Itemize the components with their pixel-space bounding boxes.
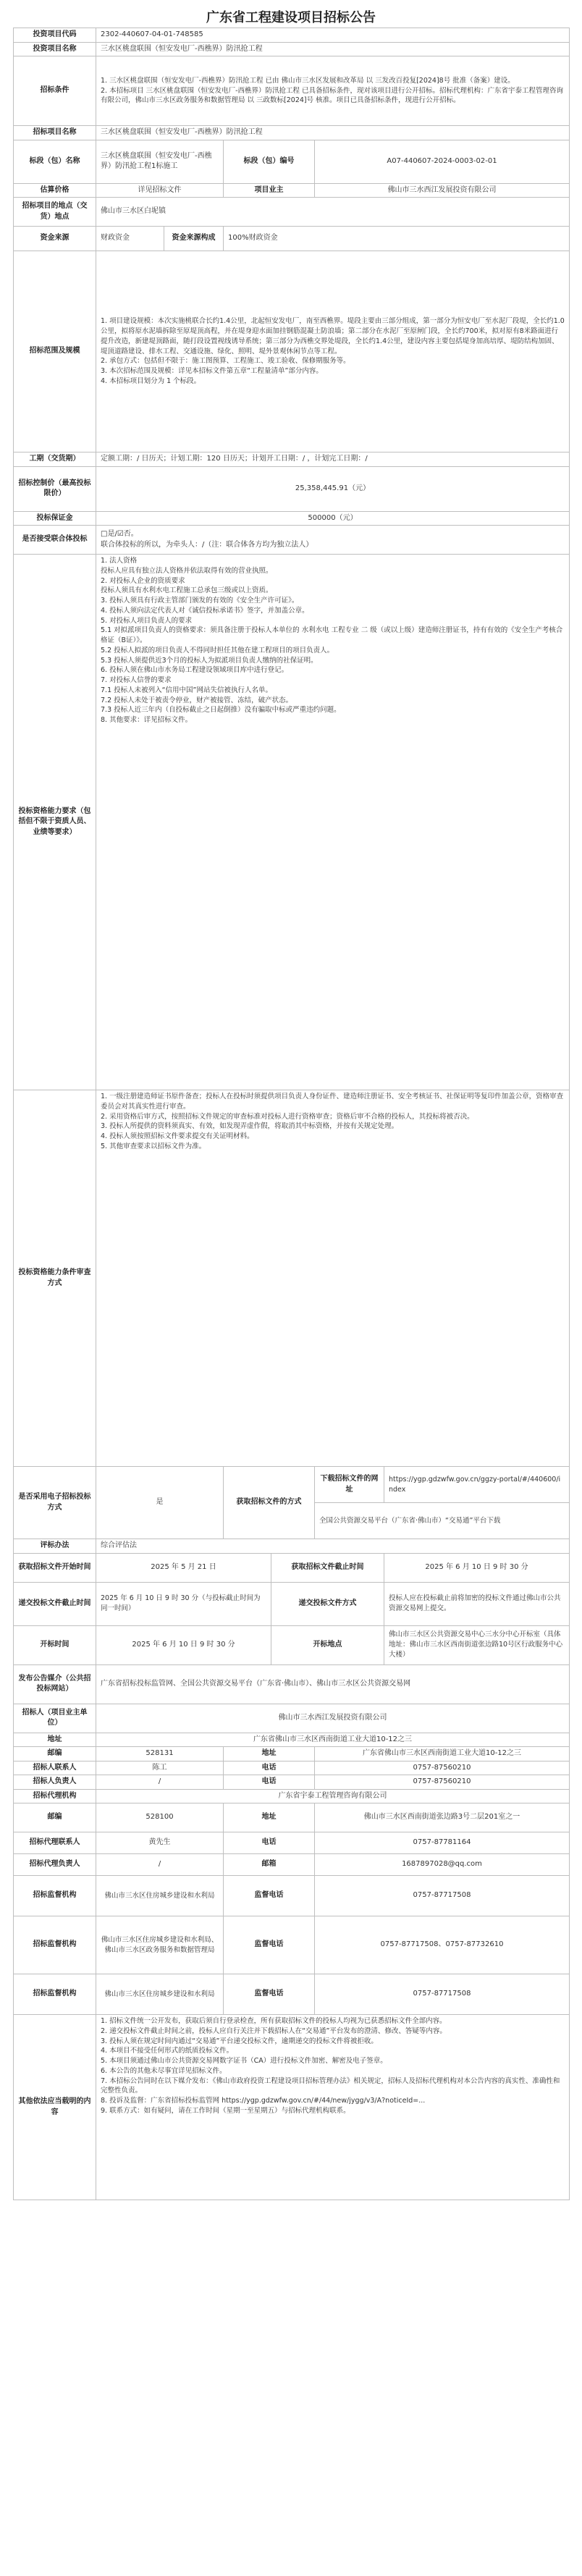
project-code-value: 2302-440607-04-01-748585 — [96, 28, 570, 43]
other-label: 其他依法应当载明的内容 — [14, 2015, 96, 2200]
fund-ratio-label: 资金来源构成 — [164, 227, 224, 251]
scope-value: 1. 项目建设规模：本次实施桃联合长约1.4公里，北起恒安发电厂，南至西樵界。堤段主要由三部分组成，第一部分为恒安电厂至水泥厂段堤，全长约1.0公里，拟将原水泥墙拆除至原堤顶高程，并在堤身迎水面加挂钢筋混凝土防浪墙；第二部分在水泥厂至原闸门段，全长约700米，拟对原有8米路面进行提升改造，新建堤顶路面，随打段设置视线诱导系统；第三部分为西樵交界处堤段，全长约1.4公里，建设内容主要包括堤身加高培厚、堤防结构加固、堤顶道路建设、排水工程、交通设施、绿化、照明、堤外景观休闲节点等工程。 2. 承包方式：包括但不限于：施工图预算、工程施工、竣工验收、保修期服务等。 3. 本次招标范围及规模：详见本招标文件第五章“工程量清单”部分内容。 4. 本招标项目划分为 1 个标段。 — [96, 251, 570, 453]
supervisor2-phone-label: 监督电话 — [224, 1916, 315, 1974]
agent-phone-value: 0757-87781164 — [315, 1832, 570, 1854]
conditions-value: 1. 三水区桃盘联围（恒安发电厂-西樵界）防汛抢工程 已由 佛山市三水区发展和改革局 以 三发改百投复[2024]8号 批准（备案）建设。 2. 本招标项目 三水区桃盘联围（恒安发电厂-西樵界）防汛抢工程 已具备招标条件，现对该项目进行公开招标。招标代理机构：广东省宇泰工程管理咨询有限公司，佛山市三水区政务服务和数据管理局 以 三政数标[2024]号 核准。项目已具备招标条件，现进行公开招标。 — [96, 56, 570, 126]
media-value: 广东省招标投标监管网、全国公共资源交易平台（广东省·佛山市）、佛山市三水区公共资源交易网 — [96, 1664, 570, 1704]
owner-value: 佛山市三水西江发展投资有限公司 — [315, 183, 570, 198]
ceiling-label: 招标控制价（最高投标限价） — [14, 466, 96, 511]
phone2-label: 电话 — [224, 1775, 315, 1790]
agent-postcode-value: 528100 — [96, 1803, 224, 1832]
fund-ratio-value: 100%财政资金 — [224, 227, 570, 251]
postcode-value: 528131 — [96, 1747, 224, 1761]
consortium-value: □是/☑否。 联合体投标的所以，为牵头人：/（注：联合体各方均为独立法人） — [96, 526, 570, 555]
address-value: 广东省佛山市三水区西南街道工业大道10-12之三 — [96, 1733, 570, 1747]
get-end-value: 2025 年 6 月 10 日 9 时 30 分 — [384, 1553, 570, 1582]
section-code-value: A07-440607-2024-0003-02-01 — [315, 140, 570, 183]
supervisor1-label: 招标监督机构 — [14, 1876, 96, 1916]
phone2-value: 0757-87560210 — [315, 1775, 570, 1790]
electronic-label: 是否采用电子招标投标方式 — [14, 1467, 96, 1539]
open-place-value: 佛山市三水区公共资源交易中心三水分中心开标室（具体地址：佛山市三水区西南街道张边路10号区行政服务中心大楼） — [384, 1625, 570, 1664]
location-label: 招标项目的地点（交货）地点 — [14, 198, 96, 227]
supervisor1-value: 佛山市三水区住房城乡建设和水利局 — [96, 1876, 224, 1916]
scope-label: 招标范围及规模 — [14, 251, 96, 453]
submit-end-label: 递交投标文件截止时间 — [14, 1582, 96, 1625]
open-time-label: 开标时间 — [14, 1625, 96, 1664]
owner-label: 项目业主 — [224, 183, 315, 198]
project-name-label: 投资项目名称 — [14, 42, 96, 56]
qualification-value: 1. 法人资格 投标人应具有独立法人资格并依法取得有效的营业执照。 2. 对投标人企业的资质要求 投标人须具有水利水电工程施工总承包三级或以上资质。 3. 投标人须具有行政主管部门颁发的有效的《安全生产许可证》。 4. 投标人须向法定代表人对《诚信投标承诺书》签字，并加盖公章。 5. 对投标人项目负责人的要求 5.1 对拟派项目负责人的资格要求：须具备注册于投标人本单位的 水利水电 工程专业 二 级（或以上级）建造师注册证书，持有有效的《安全生产考核合格证（B证）》。 5.2 投标人拟派的项目负责人不得同时担任其他在建工程项目的项目负责人。 5.3 投标人须提供近3个月的投标人为拟派项目负责人缴纳的社保证明。 6. 投标人须在佛山市水务局工程建设领域项目库中进行登记。 7. 对投标人信誉的要求 7.1 投标人未被列入“信用中国”网站失信被执行人名单。 7.2 投标人未处于被责令停业，财产被接管、冻结，破产状态。 7.3 投标人近三年内（自投标截止之日起倒推）没有骗取中标或严重违约问题。 8. 其他要求：详见招标文件。 — [96, 555, 570, 1090]
get-start-value: 2025 年 5 月 21 日 — [96, 1553, 271, 1582]
contact-value: 陈工 — [96, 1761, 224, 1775]
fund-source-value: 财政资金 — [96, 227, 164, 251]
submit-place-label: 递交投标文件方式 — [271, 1582, 384, 1625]
get-end-label: 获取招标文件截止时间 — [271, 1553, 384, 1582]
phone-value: 0757-87560210 — [315, 1761, 570, 1775]
person-value: / — [96, 1775, 224, 1790]
agent-address-value: 佛山市三水区西南街道张边路3号二层201室之一 — [315, 1803, 570, 1832]
supervisor1-phone-label: 监督电话 — [224, 1876, 315, 1916]
supervisor1-phone-value: 0757-87717508 — [315, 1876, 570, 1916]
estimate-value: 详见招标文件 — [96, 183, 224, 198]
open-time-value: 2025 年 6 月 10 日 9 时 30 分 — [96, 1625, 271, 1664]
section-code-label: 标段（包）编号 — [224, 140, 315, 183]
address2-value: 广东省佛山市三水区西南街道工业大道10-12之三 — [315, 1747, 570, 1761]
agent-person-label: 招标代理负责人 — [14, 1854, 96, 1876]
download-site-label: 下载招标文件的网址 — [315, 1467, 384, 1503]
location-value: 佛山市三水区白坭镇 — [96, 198, 570, 227]
supervisor3-label: 招标监督机构 — [14, 1974, 96, 2015]
eval-method-label: 评标办法 — [14, 1539, 96, 1554]
deposit-value: 500000（元） — [96, 511, 570, 526]
section-name-value: 三水区桃盘联围（恒安发电厂-西樵界）防汛抢工程1标施工 — [96, 140, 224, 183]
period-label: 工期（交货期） — [14, 453, 96, 467]
tenderer-label: 招标人（项目业主单位） — [14, 1704, 96, 1733]
section-name-label: 标段（包）名称 — [14, 140, 96, 183]
project-code-label: 投资项目代码 — [14, 28, 96, 43]
agent-email-label: 邮箱 — [224, 1854, 315, 1876]
agent-label: 招标代理机构 — [14, 1789, 96, 1803]
agent-value: 广东省宇泰工程管理咨询有限公司 — [96, 1789, 570, 1803]
other-value: 1. 招标文件统一公开发布，获取后须自行登录检查，所有获取招标文件的投标人均视为已获悉招标文件全部内容。 2. 递交投标文件截止时间之前，投标人应自行关注并下载招标人在“交易通”平台发布的澄清、修改、答疑等内容。 3. 投标人须在规定时间内通过“交易通”平台递交投标文件，逾期递交的投标文件将被拒收。 4. 本项目不接受任何形式的纸质投标文件。 5. 本项目须通过佛山市公共资源交易网数字证书（CA）进行投标文件加密、解密及电子签章。 6. 本公告的其他未尽事宜详见招标文件。 7. 本招标公告同时在以下媒介发布：《佛山市政府投资工程建设项目招标管理办法》相关规定，招标人及招标代理机构对本公告内容的真实性、准确性和完整性负责。 8. 投诉及监督：广东省招标投标监管网 https://ygp.gdzwfw.gov.cn/#/44/new/jygg/v3/A?noticeId=... 9. 联系方式：如有疑问，请在工作时间（星期一至星期五）与招标代理机构联系。 — [96, 2015, 570, 2200]
agent-phone-label: 电话 — [224, 1832, 315, 1854]
page-title: 广东省工程建设项目招标公告 — [206, 10, 376, 25]
person-label: 招标人负责人 — [14, 1775, 96, 1790]
agent-contact-label: 招标代理联系人 — [14, 1832, 96, 1854]
get-doc-method-label: 获取招标文件的方式 — [224, 1467, 315, 1539]
fund-source-label: 资金来源 — [14, 227, 96, 251]
supervisor3-phone-label: 监督电话 — [224, 1974, 315, 2015]
supervisor2-value: 佛山市三水区住房城乡建设和水利局、佛山市三水区政务服务和数据管理局 — [96, 1916, 224, 1974]
project-name2-value: 三水区桃盘联围（恒安发电厂-西樵界）防汛抢工程 — [96, 126, 570, 140]
agent-address-label: 地址 — [224, 1803, 315, 1832]
qualification-label: 投标资格能力要求（包括但不限于资质人员、业绩等要求） — [14, 555, 96, 1090]
get-doc-method-value: 全国公共资源交易平台（广东省·佛山市）“交易通”平台下载 — [315, 1503, 570, 1539]
project-name-value: 三水区桃盘联围（恒安发电厂-西樵界）防汛抢工程 — [96, 42, 570, 56]
period-value: 定额工期：/ 日历天；计划工期：120 日历天；计划开工日期：/ ，计划完工日期：/ — [96, 453, 570, 467]
estimate-label: 估算价格 — [14, 183, 96, 198]
agent-email-value[interactable]: 1687897028@qq.com — [315, 1854, 570, 1876]
agent-postcode-label: 邮编 — [14, 1803, 96, 1832]
postcode-label: 邮编 — [14, 1747, 96, 1761]
address-label: 地址 — [14, 1733, 96, 1747]
supervisor3-value: 佛山市三水区住房城乡建设和水利局 — [96, 1974, 224, 2015]
supervisor2-phone-value: 0757-87717508、0757-87732610 — [315, 1916, 570, 1974]
supervisor3-phone-value: 0757-87717508 — [315, 1974, 570, 2015]
media-label: 发布公告媒介（公共招投标网站） — [14, 1664, 96, 1704]
open-place-label: 开标地点 — [271, 1625, 384, 1664]
submit-place-value: 投标人应在投标截止前将加密的投标文件通过佛山市公共资源交易网上提交。 — [384, 1582, 570, 1625]
supervisor2-label: 招标监督机构 — [14, 1916, 96, 1974]
ceiling-value: 25,358,445.91（元） — [96, 466, 570, 511]
deposit-label: 投标保证金 — [14, 511, 96, 526]
address2-label: 地址 — [224, 1747, 315, 1761]
project-name2-label: 招标项目名称 — [14, 126, 96, 140]
consortium-label: 是否接受联合体投标 — [14, 526, 96, 555]
get-start-label: 获取招标文件开始时间 — [14, 1553, 96, 1582]
review-method-value: 1. 一级注册建造师证书原件备查；投标人在投标时须提供项目负责人身份证件、建造师注册证书、安全考核证书、社保证明等复印件加盖公章，资格审查委员会对其真实性进行审查。 2. 采用资格后审方式，按照招标文件规定的审查标准对投标人进行资格审查；资格后审不合格的投标人，其投标将被否决。 3. 投标人所提供的资料须真实、有效，如发现弄虚作假，将取消其中标资格，并按有关规定处理。 4. 投标人须按照招标文件要求提交有关证明材料。 5. 其他审查要求以招标文件为准。 — [96, 1090, 570, 1467]
notice-table — [13, 28, 570, 2200]
conditions-label: 招标条件 — [14, 56, 96, 126]
submit-end-value: 2025 年 6 月 10 日 9 时 30 分（与投标截止时间为同一时间） — [96, 1582, 271, 1625]
eval-method-value: 综合评估法 — [96, 1539, 570, 1554]
tenderer-value: 佛山市三水西江发展投资有限公司 — [96, 1704, 570, 1733]
phone-label: 电话 — [224, 1761, 315, 1775]
download-site-value[interactable]: https://ygp.gdzwfw.gov.cn/ggzy-portal/#/440600/index — [384, 1467, 570, 1503]
review-method-label: 投标资格能力条件审查方式 — [14, 1090, 96, 1467]
contact-label: 招标人联系人 — [14, 1761, 96, 1775]
agent-contact-value: 黄先生 — [96, 1832, 224, 1854]
agent-person-value: / — [96, 1854, 224, 1876]
electronic-value: 是 — [96, 1467, 224, 1539]
